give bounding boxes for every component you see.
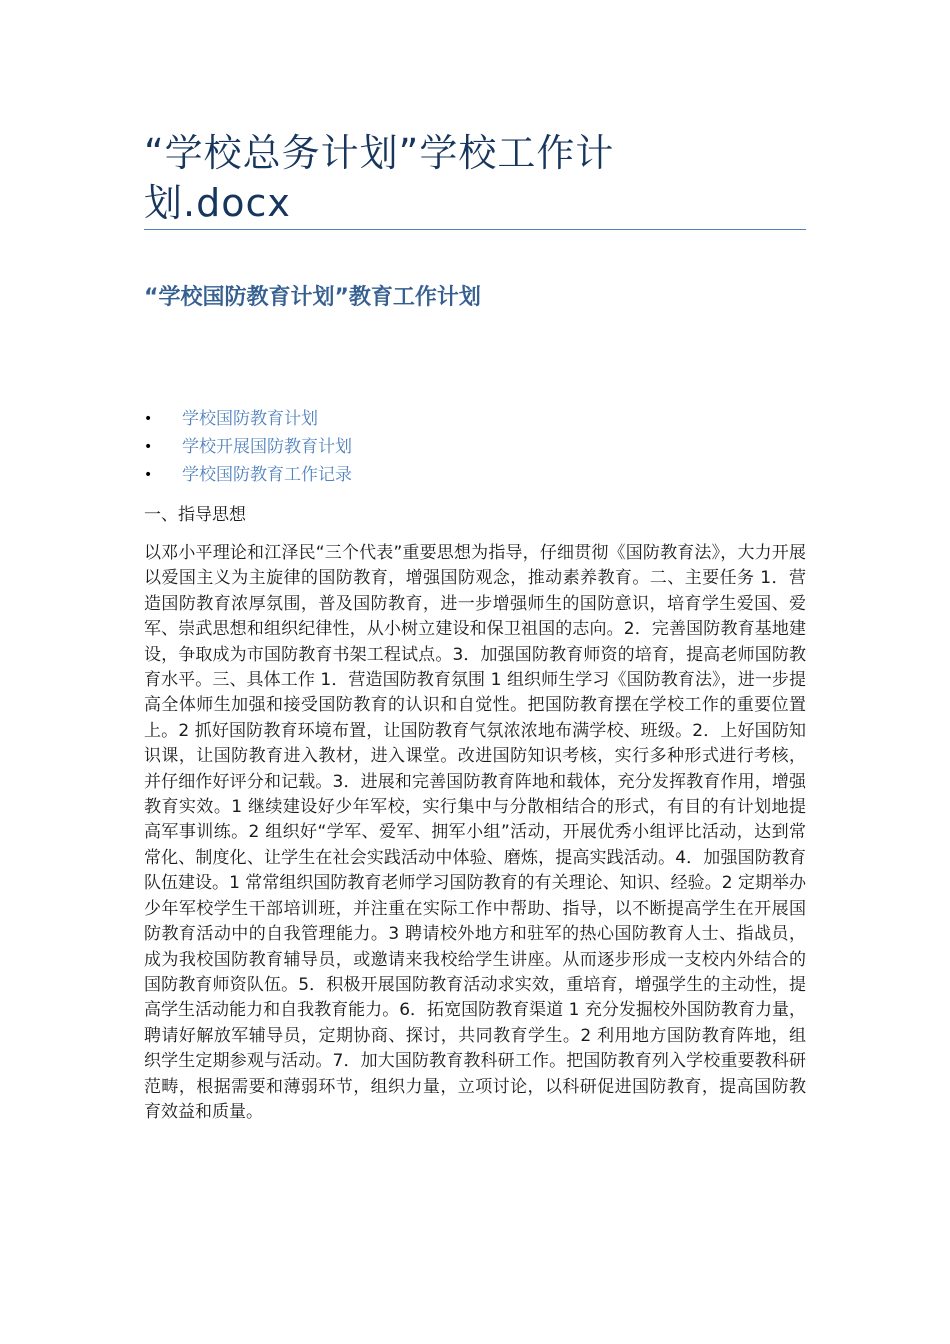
body-paragraph: 以邓小平理论和江泽民“三个代表”重要思想为指导，仔细贯彻《国防教育法》，大力开展以爱国主义为主旋律的国防教育，增强国防观念，推动素养教育。二、主要任务 1．营造国防教育浓厚氛围，普及国防教育，进一步增强师生的国防意识，培育学生爱国、爱军、崇武思想和组织纪律性，从小树立建设和保卫祖国的志向。2．完善国防教育基地建设，争取成为市国防教育书架工程试点。3．加强国防教育师资的培育，提高老师国防教育水平。三、具体工作 1．营造国防教育氛围 1 组织师生学习《国防教育法》，进一步提高全体师生加强和接受国防教育的认识和自觉性。把国防教育摆在学校工作的重要位置上。2 抓好国防教育环境布置，让国防教育气氛浓浓地布满学校、班级。2．上好国防知识课，让国防教育进入教材，进入课堂。改进国防知识考核，实行多种形式进行考核，并仔细作好评分和记载。3．进展和完善国防教育阵地和载体，充分发挥教育作用，增强教育实效。1 继续建设好少年军校，实行集中与分散相结合的形式，有目的有计划地提高军事训练。2 组织好“学军、爱军、拥军小组”活动，开展优秀小组评比活动，达到常常化、制度化、让学生在社会实践活动中体验、磨炼，提高实践活动。4．加强国防教育队伍建设。1 常常组织国防教育老师学习国防教育的有关理论、知识、经验。2 定期举办少年军校学生干部培训班，并注重在实际工作中帮助、指导，以不断提高学生在开展国防教育活动中的自我管理能力。3 聘请校外地方和驻军的热心国防教育人士、指战员，成为我校国防教育辅导员，或邀请来我校给学生讲座。从而逐步形成一支校内外结合的国防教育师资队伍。5．积极开展国防教育活动求实效，重培育，增强学生的主动性，提高学生活动能力和自我教育能力。6．拓宽国防教育渠道 1 充分发掘校外国防教育力量，聘请好解放军辅导员，定期协商、探讨，共同教育学生。2 利用地方国防教育阵地，组织学生定期参观与活动。7．加大国防教育教科研工作。把国防教育列入学校重要教科研范畴，根据需要和薄弱环节，组织力量，立项讨论，以科研促进国防教育，提高国防教育效益和质量。 xyxy=(144,543,806,1122)
bullet-icon: • xyxy=(144,467,153,483)
document-subtitle: “学校国防教育计划”教育工作计划 xyxy=(144,285,481,310)
related-link-1[interactable]: 学校国防教育计划 xyxy=(182,409,318,429)
title-divider xyxy=(144,229,806,230)
related-link-3[interactable]: 学校国防教育工作记录 xyxy=(182,465,352,485)
document-title: “学校总务计划”学校工作计划.docx xyxy=(144,131,615,225)
section-heading: 一、指导思想 xyxy=(144,505,246,525)
bullet-icon: • xyxy=(144,411,153,427)
bullet-icon: • xyxy=(144,439,153,455)
related-link-2[interactable]: 学校开展国防教育计划 xyxy=(182,437,352,457)
